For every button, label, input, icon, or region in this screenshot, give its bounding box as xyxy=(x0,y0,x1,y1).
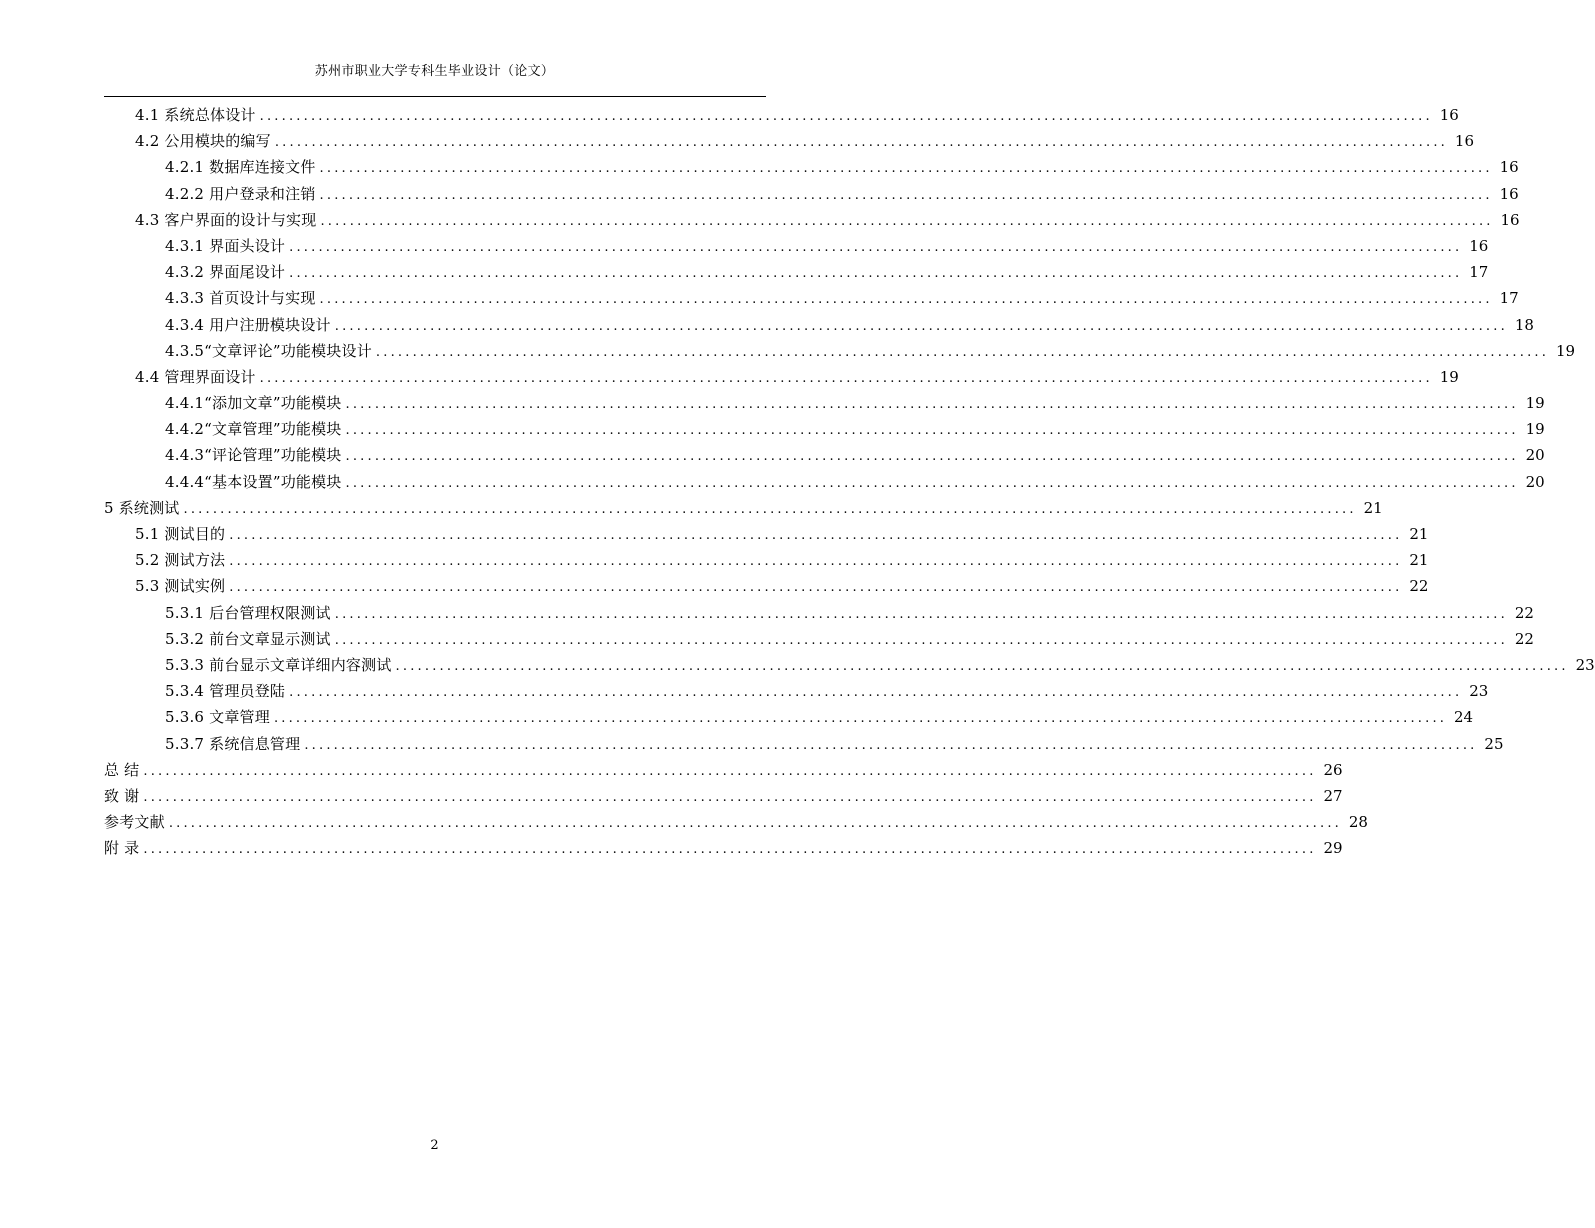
toc-entry-label: 5.3.1 后台管理权限测试 xyxy=(165,603,331,622)
toc-entry[interactable] xyxy=(104,837,1343,863)
toc-entry-label: 4.4.3“评论管理”功能模块 xyxy=(165,446,342,465)
toc-entry-page-number: 28 xyxy=(1348,813,1368,832)
toc-dot-leader: ................................................................................................................................................................ xyxy=(183,501,1357,517)
toc-entry-page-number: 20 xyxy=(1525,472,1545,491)
toc-entry-page-number: 26 xyxy=(1323,760,1343,779)
toc-entry-label: 4.3 客户界面的设计与实现 xyxy=(135,210,317,229)
toc-entry[interactable] xyxy=(104,759,1343,785)
toc-dot-leader: ................................................................................................................................................................ xyxy=(319,292,1493,308)
toc-entry[interactable] xyxy=(104,785,1343,811)
toc-entry-page-number: 21 xyxy=(1409,525,1429,543)
toc-dot-leader: ................................................................................................................................................................ xyxy=(334,606,1508,622)
table-of-contents xyxy=(104,104,1595,863)
header-rule xyxy=(104,96,766,97)
toc-dot-leader: ................................................................................................................................................................ xyxy=(289,239,1463,255)
toc-entry-label: 5.3 测试实例 xyxy=(135,577,226,596)
toc-entry-label: 4.4.2“文章管理”功能模块 xyxy=(165,420,342,439)
toc-dot-leader: ................................................................................................................................................................ xyxy=(143,789,1317,805)
toc-dot-leader: ................................................................................................................................................................ xyxy=(229,554,1403,570)
toc-dot-leader: ................................................................................................................................................................ xyxy=(274,135,1448,151)
toc-dot-leader: ................................................................................................................................................................ xyxy=(143,842,1317,858)
toc-entry[interactable] xyxy=(104,366,1459,392)
toc-dot-leader: ................................................................................................................................................................ xyxy=(229,528,1403,543)
toc-dot-leader: ................................................................................................................................................................ xyxy=(259,109,1433,124)
toc-entry[interactable] xyxy=(104,471,1545,497)
toc-entry[interactable] xyxy=(104,104,1459,130)
toc-dot-leader: ................................................................................................................................................................ xyxy=(168,816,1342,832)
toc-entry-label: 附 录 xyxy=(104,839,140,858)
toc-entry[interactable] xyxy=(104,497,1383,523)
toc-entry-label: 4.4.4“基本设置”功能模块 xyxy=(165,472,342,491)
toc-entry-label: 5.1 测试目的 xyxy=(135,525,226,543)
toc-dot-leader: ................................................................................................................................................................ xyxy=(345,449,1519,465)
toc-dot-leader: ................................................................................................................................................................ xyxy=(143,763,1317,779)
toc-entry-label: 致 谢 xyxy=(104,786,140,805)
toc-entry-page-number: 19 xyxy=(1525,420,1545,439)
toc-entry-label: 4.4 管理界面设计 xyxy=(135,367,256,386)
toc-entry-page-number: 23 xyxy=(1575,655,1595,674)
toc-entry-label: 5 系统测试 xyxy=(104,498,180,517)
toc-dot-leader: ................................................................................................................................................................ xyxy=(259,370,1433,386)
toc-entry-label: 4.3.5“文章评论”功能模块设计 xyxy=(165,341,372,360)
toc-entry-page-number: 16 xyxy=(1500,210,1520,229)
toc-entry[interactable] xyxy=(104,811,1368,837)
toc-entry-label: 4.3.2 界面尾设计 xyxy=(165,263,286,282)
toc-entry-label: 5.2 测试方法 xyxy=(135,551,226,570)
toc-entry[interactable] xyxy=(104,392,1545,418)
toc-entry[interactable] xyxy=(104,287,1519,313)
toc-entry-page-number: 23 xyxy=(1469,682,1489,701)
toc-entry[interactable] xyxy=(104,654,1595,680)
page-header-title: 苏州市职业大学专科生毕业设计（论文） xyxy=(314,64,555,79)
toc-dot-leader: ................................................................................................................................................................ xyxy=(320,213,1494,229)
toc-entry-page-number: 16 xyxy=(1439,106,1459,124)
toc-dot-leader: ................................................................................................................................................................ xyxy=(334,318,1508,334)
toc-entry[interactable] xyxy=(104,130,1474,156)
toc-entry-label: 4.4.1“添加文章”功能模块 xyxy=(165,394,342,413)
toc-entry-page-number: 16 xyxy=(1469,236,1489,255)
toc-entry-page-number: 24 xyxy=(1454,708,1474,727)
toc-entry-page-number: 21 xyxy=(1409,551,1429,570)
toc-entry-label: 4.3.3 首页设计与实现 xyxy=(165,289,316,308)
toc-entry-page-number: 22 xyxy=(1409,577,1429,596)
toc-entry[interactable] xyxy=(104,156,1519,182)
toc-entry-page-number: 17 xyxy=(1499,289,1519,308)
toc-entry-label: 5.3.4 管理员登陆 xyxy=(165,682,286,701)
toc-dot-leader: ................................................................................................................................................................ xyxy=(289,266,1463,282)
toc-entry[interactable] xyxy=(104,261,1489,287)
toc-dot-leader: ................................................................................................................................................................ xyxy=(334,632,1508,648)
toc-entry[interactable] xyxy=(104,602,1534,628)
toc-entry-page-number: 16 xyxy=(1454,132,1474,151)
toc-dot-leader: ................................................................................................................................................................ xyxy=(319,161,1493,177)
toc-entry-label: 4.2.2 用户登录和注销 xyxy=(165,184,316,203)
toc-entry-page-number: 20 xyxy=(1525,446,1545,465)
toc-entry-page-number: 27 xyxy=(1323,786,1343,805)
toc-dot-leader: ................................................................................................................................................................ xyxy=(273,711,1448,727)
toc-entry-label: 总 结 xyxy=(104,760,140,779)
toc-dot-leader: ................................................................................................................................................................ xyxy=(229,580,1403,596)
toc-entry-page-number: 17 xyxy=(1469,263,1489,282)
toc-entry[interactable] xyxy=(104,575,1429,601)
toc-entry-page-number: 19 xyxy=(1439,367,1459,386)
toc-entry[interactable] xyxy=(104,183,1519,209)
toc-entry[interactable] xyxy=(104,418,1545,444)
toc-entry[interactable] xyxy=(104,680,1489,706)
toc-entry-label: 4.1 系统总体设计 xyxy=(135,106,256,124)
toc-entry-page-number: 16 xyxy=(1499,158,1519,177)
toc-dot-leader: ................................................................................................................................................................ xyxy=(319,187,1493,203)
toc-entry[interactable] xyxy=(104,444,1545,470)
toc-entry-label: 参考文献 xyxy=(104,813,165,832)
toc-entry[interactable] xyxy=(104,209,1520,235)
toc-dot-leader: ................................................................................................................................................................ xyxy=(345,475,1519,491)
toc-entry[interactable] xyxy=(104,549,1429,575)
toc-entry-page-number: 22 xyxy=(1514,603,1534,622)
toc-entry[interactable] xyxy=(104,235,1489,261)
toc-entry-label: 4.2 公用模块的编写 xyxy=(135,132,271,151)
toc-dot-leader: ................................................................................................................................................................ xyxy=(395,658,1569,674)
toc-dot-leader: ................................................................................................................................................................ xyxy=(345,397,1519,413)
toc-dot-leader: ................................................................................................................................................................ xyxy=(345,423,1519,439)
toc-entry[interactable] xyxy=(104,706,1474,732)
toc-entry-page-number: 19 xyxy=(1555,341,1576,360)
toc-dot-leader: ................................................................................................................................................................ xyxy=(289,685,1463,701)
toc-entry-page-number: 19 xyxy=(1525,394,1545,413)
toc-entry-page-number: 21 xyxy=(1363,498,1383,517)
toc-entry-label: 4.3.4 用户注册模块设计 xyxy=(165,315,331,334)
toc-entry-label: 5.3.3 前台显示文章详细内容测试 xyxy=(165,655,392,674)
toc-dot-leader: ................................................................................................................................................................ xyxy=(375,344,1550,360)
toc-entry-label: 5.3.6 文章管理 xyxy=(165,708,270,727)
toc-entry-label: 5.3.7 系统信息管理 xyxy=(165,734,301,753)
toc-entry-label: 4.2.1 数据库连接文件 xyxy=(165,158,316,177)
toc-entry[interactable] xyxy=(104,628,1534,654)
toc-entry-page-number: 18 xyxy=(1514,315,1534,334)
toc-entry-label: 4.3.1 界面头设计 xyxy=(165,236,286,255)
toc-entry-page-number: 22 xyxy=(1514,629,1534,648)
toc-entry[interactable] xyxy=(104,733,1504,759)
toc-entry-page-number: 25 xyxy=(1484,734,1504,753)
toc-entry-page-number: 29 xyxy=(1323,839,1343,858)
toc-entry[interactable] xyxy=(104,314,1534,340)
toc-entry-label: 5.3.2 前台文章显示测试 xyxy=(165,629,331,648)
toc-entry[interactable] xyxy=(104,523,1429,549)
toc-dot-leader: ................................................................................................................................................................ xyxy=(304,737,1478,753)
toc-entry[interactable] xyxy=(104,340,1576,366)
toc-entry-page-number: 16 xyxy=(1499,184,1519,203)
page-number: 2 xyxy=(430,1138,439,1153)
